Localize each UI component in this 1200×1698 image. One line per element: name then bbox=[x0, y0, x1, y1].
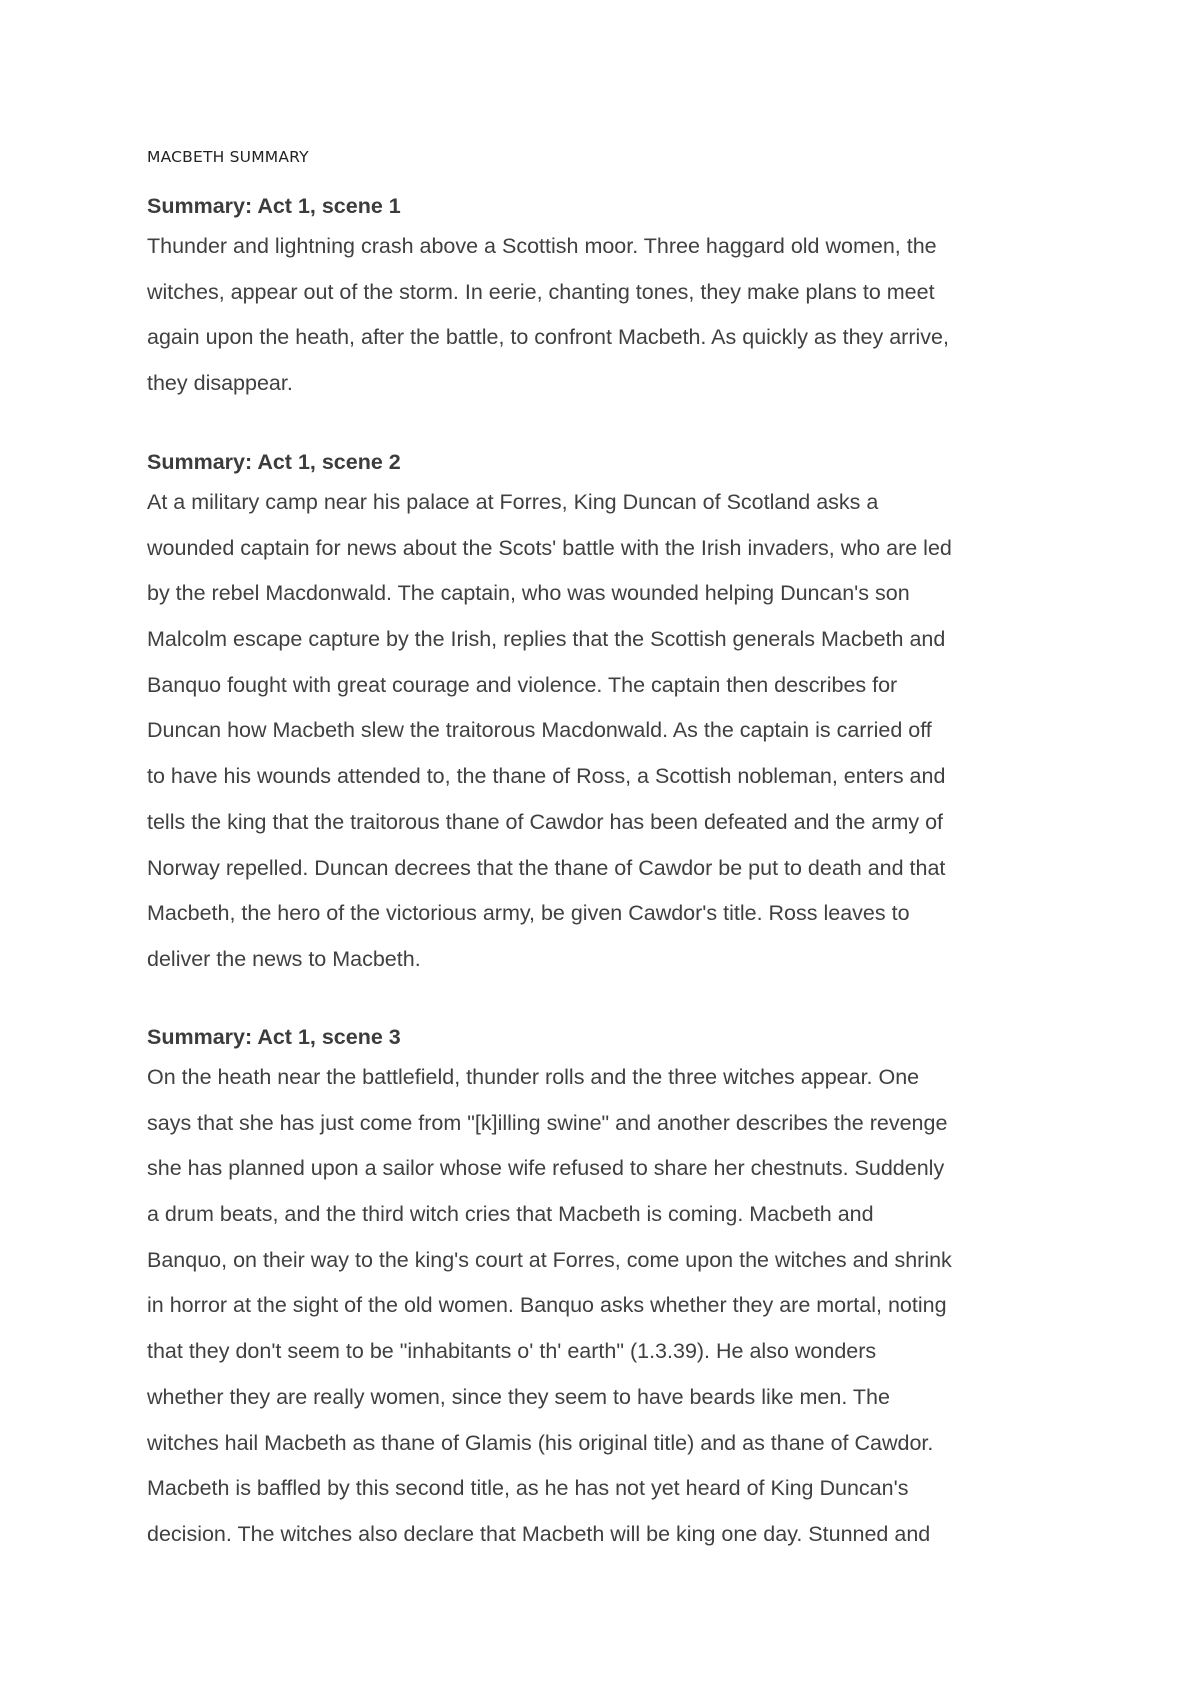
paragraph-line: a drum beats, and the third witch cries that Macbeth is coming. Macbeth and bbox=[147, 1202, 874, 1227]
section-act1-scene1 bbox=[147, 192, 1067, 407]
paragraph-line: Banquo fought with great courage and violence. The captain then describes for bbox=[147, 672, 898, 697]
paragraph-line: witches, appear out of the storm. In eerie, chanting tones, they make plans to meet bbox=[147, 279, 935, 304]
paragraph-line: whether they are really women, since they seem to have beards like men. The bbox=[147, 1384, 890, 1409]
paragraph-line: Macbeth is baffled by this second title, as he has not yet heard of King Duncan's bbox=[147, 1476, 909, 1501]
paragraph-line: On the heath near the battlefield, thunder rolls and the three witches appear. One bbox=[147, 1065, 920, 1089]
paragraph-line: Malcolm escape capture by the Irish, replies that the Scottish generals Macbeth and bbox=[147, 627, 946, 652]
paragraph-line: deliver the news to Macbeth. bbox=[147, 946, 421, 971]
paragraph-line: by the rebel Macdonwald. The captain, who was wounded helping Duncan's son bbox=[147, 581, 910, 606]
paragraph-line: says that she has just come from "[k]illing swine" and another describes the revenge bbox=[147, 1110, 948, 1135]
paragraph-line: in horror at the sight of the old women. Banquo asks whether they are mortal, noting bbox=[147, 1293, 947, 1318]
section-act1-scene3 bbox=[147, 1023, 1067, 1558]
paragraph-line: witches hail Macbeth as thane of Glamis (his original title) and as thane of Cawdor. bbox=[147, 1430, 934, 1455]
paragraph-line: decision. The witches also declare that Macbeth will be king one day. Stunned and bbox=[147, 1521, 931, 1546]
section-heading: Summary: Act 1, scene 1 bbox=[147, 194, 401, 218]
paragraph-line: she has planned upon a sailor whose wife refused to share her chestnuts. Suddenly bbox=[147, 1156, 945, 1181]
paragraph-line: that they don't seem to be "inhabitants o' th' earth" (1.3.39). He also wonders bbox=[147, 1339, 877, 1364]
paragraph-line: Thunder and lightning crash above a Scottish moor. Three haggard old women, the bbox=[147, 234, 937, 258]
section-heading: Summary: Act 1, scene 2 bbox=[147, 450, 401, 474]
paragraph-line: to have his wounds attended to, the thane of Ross, a Scottish nobleman, enters and bbox=[147, 764, 946, 789]
section-act1-scene2 bbox=[147, 448, 1067, 983]
paragraph-line: Banquo, on their way to the king's court at Forres, come upon the witches and shrink bbox=[147, 1247, 952, 1272]
paragraph-line: At a military camp near his palace at Forres, King Duncan of Scotland asks a bbox=[147, 490, 879, 514]
section-heading: Summary: Act 1, scene 3 bbox=[147, 1025, 401, 1049]
paragraph-line: tells the king that the traitorous thane of Cawdor has been defeated and the army of bbox=[147, 809, 944, 834]
paragraph-line: they disappear. bbox=[147, 371, 293, 396]
paragraph-line: Norway repelled. Duncan decrees that the thane of Cawdor be put to death and that bbox=[147, 855, 946, 880]
paragraph-line: again upon the heath, after the battle, to confront Macbeth. As quickly as they arrive, bbox=[147, 325, 949, 350]
document-title: MACBETH SUMMARY bbox=[147, 148, 309, 166]
paragraph-line: Duncan how Macbeth slew the traitorous Macdonwald. As the captain is carried off bbox=[147, 718, 932, 743]
paragraph-line: Macbeth, the hero of the victorious army, be given Cawdor's title. Ross leaves to bbox=[147, 901, 910, 926]
paragraph-line: wounded captain for news about the Scots' battle with the Irish invaders, who are led bbox=[147, 535, 952, 560]
